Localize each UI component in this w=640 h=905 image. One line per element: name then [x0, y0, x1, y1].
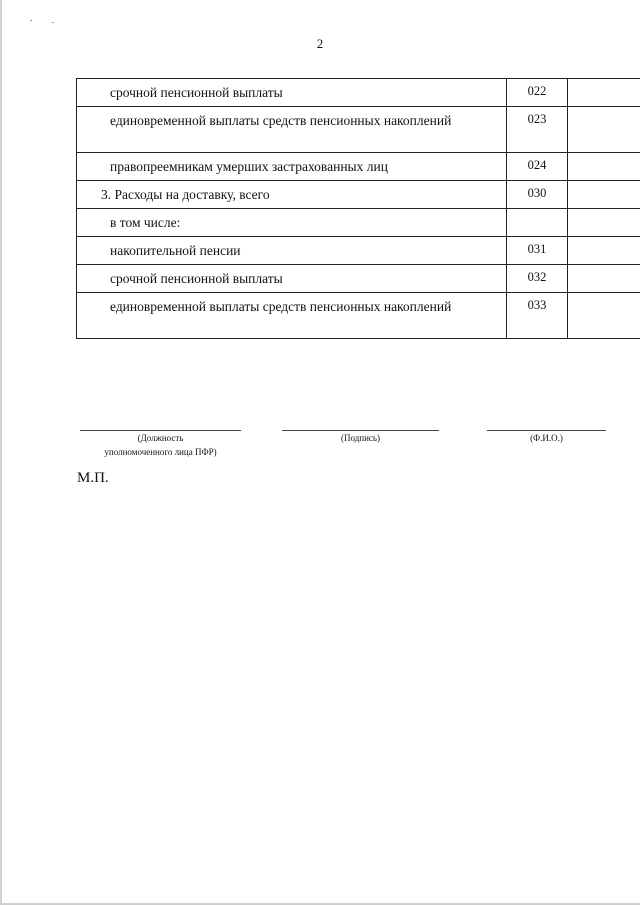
signature-caption: (Подпись)	[340, 433, 381, 443]
table-row	[77, 209, 640, 237]
table-row	[77, 265, 640, 293]
row-label: накопительной пенсии	[77, 237, 507, 265]
row-value	[568, 237, 640, 265]
name-signature-line	[487, 430, 606, 431]
table-row	[77, 79, 640, 107]
position-caption-line2: уполномоченного лица ПФР)	[104, 447, 217, 457]
row-code: 024	[507, 153, 568, 181]
row-code: 022	[507, 79, 568, 107]
position-signature-line	[80, 430, 241, 431]
table-row	[77, 153, 640, 181]
row-value	[568, 293, 640, 339]
position-caption	[80, 432, 241, 458]
row-code	[507, 209, 568, 237]
report-table	[76, 78, 640, 339]
row-value	[568, 181, 640, 209]
stamp-label: М.П.	[77, 470, 109, 486]
signature-line	[282, 430, 439, 431]
row-label: 3. Расходы на доставку, всего	[77, 181, 507, 209]
row-code: 033	[507, 293, 568, 339]
row-label: срочной пенсионной выплаты	[77, 79, 507, 107]
scan-speck	[52, 22, 54, 23]
table-row	[77, 293, 640, 339]
row-label: единовременной выплаты средств пенсионных накоплений	[77, 107, 507, 153]
row-code: 032	[507, 265, 568, 293]
row-label: в том числе:	[77, 209, 507, 237]
table-row	[77, 237, 640, 265]
row-value	[568, 79, 640, 107]
row-label: срочной пенсионной выплаты	[77, 265, 507, 293]
row-value	[568, 153, 640, 181]
table-row	[77, 107, 640, 153]
row-value	[568, 209, 640, 237]
row-label: единовременной выплаты средств пенсионных накоплений	[77, 293, 507, 339]
scan-left-edge	[0, 0, 2, 905]
row-label: правопреемникам умерших застрахованных лиц	[77, 153, 507, 181]
name-caption: (Ф.И.О.)	[530, 433, 563, 443]
row-code: 030	[507, 181, 568, 209]
scan-speck	[30, 20, 32, 21]
row-code: 023	[507, 107, 568, 153]
row-value	[568, 107, 640, 153]
row-value	[568, 265, 640, 293]
table-row	[77, 181, 640, 209]
page-number: 2	[316, 36, 324, 51]
position-caption-line1: (Должность	[137, 433, 184, 443]
row-code: 031	[507, 237, 568, 265]
